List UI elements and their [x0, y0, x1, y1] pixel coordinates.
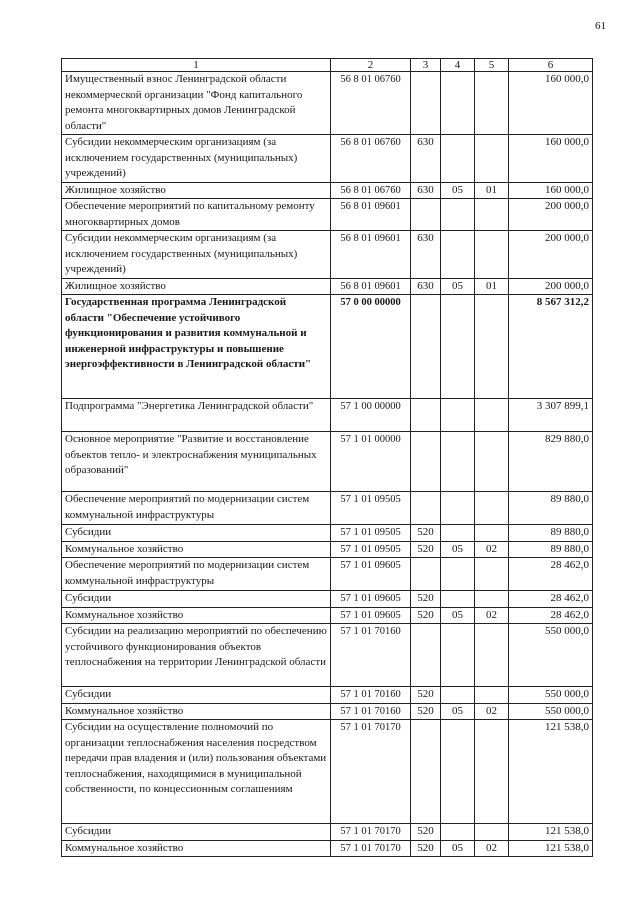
row-rz-cell	[441, 720, 475, 824]
row-pr-cell	[475, 295, 509, 399]
row-code-cell: 56 8 01 09601	[331, 231, 411, 279]
row-name-cell: Коммунальное хозяйство	[62, 607, 331, 624]
row-rz-cell: 05	[441, 182, 475, 199]
row-code-cell: 57 1 01 70160	[331, 687, 411, 704]
row-pr-cell: 02	[475, 541, 509, 558]
row-rz-cell	[441, 824, 475, 841]
row-name-cell: Обеспечение мероприятий по модернизации систем коммунальной инфраструктуры	[62, 492, 331, 525]
row-rz-cell: 05	[441, 840, 475, 857]
table-row	[62, 182, 593, 199]
row-vr-cell: 630	[411, 135, 441, 183]
table-row	[62, 278, 593, 295]
row-sum-cell: 8 567 312,2	[509, 295, 593, 399]
row-rz-cell	[441, 199, 475, 231]
table-row	[62, 720, 593, 824]
row-code-cell: 56 8 01 09601	[331, 199, 411, 231]
row-pr-cell: 01	[475, 278, 509, 295]
row-code-cell: 56 8 01 09601	[331, 278, 411, 295]
row-pr-cell	[475, 558, 509, 591]
row-name-cell: Субсидии	[62, 591, 331, 608]
row-rz-cell: 05	[441, 278, 475, 295]
row-vr-cell: 520	[411, 607, 441, 624]
header-cell: 5	[475, 59, 509, 72]
row-name-cell: Коммунальное хозяйство	[62, 840, 331, 857]
table-row	[62, 703, 593, 720]
row-code-cell: 56 8 01 06760	[331, 72, 411, 135]
table-row	[62, 72, 593, 135]
row-sum-cell: 121 538,0	[509, 840, 593, 857]
row-name-cell: Жилищное хозяйство	[62, 278, 331, 295]
row-rz-cell	[441, 231, 475, 279]
table-row	[62, 199, 593, 231]
row-sum-cell: 829 880,0	[509, 432, 593, 492]
row-sum-cell: 89 880,0	[509, 492, 593, 525]
row-rz-cell: 05	[441, 703, 475, 720]
row-name-cell: Коммунальное хозяйство	[62, 703, 331, 720]
table-row	[62, 840, 593, 857]
row-name-cell: Субсидии	[62, 525, 331, 542]
row-name-cell: Основное мероприятие "Развитие и восстановление объектов тепло- и электроснабжения муниципальных образований"	[62, 432, 331, 492]
row-vr-cell: 630	[411, 182, 441, 199]
row-rz-cell: 05	[441, 541, 475, 558]
row-rz-cell	[441, 687, 475, 704]
header-cell: 1	[62, 59, 331, 72]
row-code-cell: 56 8 01 06760	[331, 135, 411, 183]
table-row	[62, 399, 593, 432]
row-pr-cell	[475, 399, 509, 432]
page-number: 61	[595, 20, 606, 32]
row-vr-cell: 520	[411, 591, 441, 608]
row-vr-cell	[411, 295, 441, 399]
row-code-cell: 57 1 01 09505	[331, 525, 411, 542]
table-row	[62, 492, 593, 525]
row-pr-cell	[475, 624, 509, 687]
header-cell: 2	[331, 59, 411, 72]
row-rz-cell	[441, 624, 475, 687]
row-rz-cell	[441, 135, 475, 183]
row-rz-cell	[441, 525, 475, 542]
row-pr-cell	[475, 432, 509, 492]
row-sum-cell: 89 880,0	[509, 525, 593, 542]
row-name-cell: Субсидии некоммерческим организациям (за исключением государственных (муниципальных) учреждений)	[62, 231, 331, 279]
row-name-cell: Обеспечение мероприятий по модернизации систем коммунальной инфраструктуры	[62, 558, 331, 591]
row-pr-cell: 02	[475, 607, 509, 624]
row-vr-cell	[411, 558, 441, 591]
table-row	[62, 295, 593, 399]
row-code-cell: 57 1 01 70170	[331, 720, 411, 824]
table-row	[62, 607, 593, 624]
row-sum-cell: 160 000,0	[509, 72, 593, 135]
header-cell: 4	[441, 59, 475, 72]
row-rz-cell	[441, 558, 475, 591]
row-pr-cell: 02	[475, 840, 509, 857]
row-vr-cell: 520	[411, 525, 441, 542]
row-code-cell: 57 1 01 70160	[331, 703, 411, 720]
row-code-cell: 57 1 01 70170	[331, 824, 411, 841]
row-pr-cell	[475, 824, 509, 841]
row-vr-cell: 520	[411, 840, 441, 857]
row-vr-cell: 520	[411, 824, 441, 841]
row-code-cell: 57 1 01 00000	[331, 432, 411, 492]
budget-table	[61, 58, 593, 857]
row-vr-cell	[411, 492, 441, 525]
row-code-cell: 57 1 01 09505	[331, 492, 411, 525]
row-sum-cell: 121 538,0	[509, 824, 593, 841]
row-pr-cell	[475, 591, 509, 608]
row-name-cell: Жилищное хозяйство	[62, 182, 331, 199]
row-sum-cell: 121 538,0	[509, 720, 593, 824]
row-name-cell: Субсидии	[62, 687, 331, 704]
row-vr-cell	[411, 720, 441, 824]
table-row	[62, 824, 593, 841]
row-pr-cell	[475, 720, 509, 824]
row-pr-cell: 01	[475, 182, 509, 199]
header-row	[62, 59, 593, 72]
table-row	[62, 525, 593, 542]
row-sum-cell: 200 000,0	[509, 199, 593, 231]
row-sum-cell: 3 307 899,1	[509, 399, 593, 432]
row-code-cell: 57 1 01 09605	[331, 591, 411, 608]
table-row	[62, 591, 593, 608]
row-code-cell: 56 8 01 06760	[331, 182, 411, 199]
row-pr-cell	[475, 231, 509, 279]
row-pr-cell	[475, 492, 509, 525]
row-code-cell: 57 0 00 00000	[331, 295, 411, 399]
row-vr-cell	[411, 432, 441, 492]
row-pr-cell	[475, 687, 509, 704]
row-sum-cell: 160 000,0	[509, 182, 593, 199]
row-pr-cell: 02	[475, 703, 509, 720]
row-rz-cell	[441, 399, 475, 432]
row-code-cell: 57 1 01 70160	[331, 624, 411, 687]
header-cell: 3	[411, 59, 441, 72]
row-sum-cell: 160 000,0	[509, 135, 593, 183]
table-row	[62, 432, 593, 492]
row-vr-cell	[411, 72, 441, 135]
row-sum-cell: 28 462,0	[509, 591, 593, 608]
row-vr-cell	[411, 199, 441, 231]
row-sum-cell: 28 462,0	[509, 558, 593, 591]
row-sum-cell: 28 462,0	[509, 607, 593, 624]
row-name-cell: Субсидии	[62, 824, 331, 841]
table-row	[62, 624, 593, 687]
row-vr-cell: 520	[411, 703, 441, 720]
row-vr-cell	[411, 624, 441, 687]
table-body	[62, 72, 593, 857]
row-name-cell: Коммунальное хозяйство	[62, 541, 331, 558]
row-name-cell: Государственная программа Ленинградской области "Обеспечение устойчивого функционирования и развития коммунальной и инженерной инфраструктуры и повышение энергоэффективности в Ленинградской области"	[62, 295, 331, 399]
table-row	[62, 231, 593, 279]
row-code-cell: 57 1 01 09605	[331, 607, 411, 624]
row-vr-cell: 630	[411, 231, 441, 279]
row-name-cell: Имущественный взнос Ленинградской области некоммерческой организации "Фонд капитального ремонта многоквартирных домов Ленинградской области"	[62, 72, 331, 135]
header-cell: 6	[509, 59, 593, 72]
row-pr-cell	[475, 525, 509, 542]
row-vr-cell: 520	[411, 687, 441, 704]
row-pr-cell	[475, 199, 509, 231]
table-row	[62, 687, 593, 704]
row-vr-cell: 630	[411, 278, 441, 295]
row-sum-cell: 89 880,0	[509, 541, 593, 558]
row-name-cell: Подпрограмма "Энергетика Ленинградской области"	[62, 399, 331, 432]
row-sum-cell: 550 000,0	[509, 624, 593, 687]
row-pr-cell	[475, 72, 509, 135]
row-code-cell: 57 1 01 09605	[331, 558, 411, 591]
row-vr-cell	[411, 399, 441, 432]
row-vr-cell: 520	[411, 541, 441, 558]
row-code-cell: 57 1 01 09505	[331, 541, 411, 558]
row-sum-cell: 200 000,0	[509, 231, 593, 279]
row-rz-cell	[441, 72, 475, 135]
row-name-cell: Субсидии на осуществление полномочий по организации теплоснабжения населения посредством передачи прав владения и (или) пользования объектами теплоснабжения, находящимися в муниципальной собственности, по концессионным соглашениям	[62, 720, 331, 824]
row-sum-cell: 550 000,0	[509, 703, 593, 720]
row-sum-cell: 200 000,0	[509, 278, 593, 295]
row-code-cell: 57 1 00 00000	[331, 399, 411, 432]
table-row	[62, 135, 593, 183]
row-rz-cell: 05	[441, 607, 475, 624]
row-rz-cell	[441, 492, 475, 525]
row-rz-cell	[441, 591, 475, 608]
table-row	[62, 541, 593, 558]
row-rz-cell	[441, 295, 475, 399]
row-name-cell: Субсидии некоммерческим организациям (за исключением государственных (муниципальных) учреждений)	[62, 135, 331, 183]
row-sum-cell: 550 000,0	[509, 687, 593, 704]
row-code-cell: 57 1 01 70170	[331, 840, 411, 857]
row-name-cell: Субсидии на реализацию мероприятий по обеспечению устойчивого функционирования объектов теплоснабжения на территории Ленинградской области	[62, 624, 331, 687]
table-row	[62, 558, 593, 591]
row-rz-cell	[441, 432, 475, 492]
row-name-cell: Обеспечение мероприятий по капитальному ремонту многоквартирных домов	[62, 199, 331, 231]
row-pr-cell	[475, 135, 509, 183]
